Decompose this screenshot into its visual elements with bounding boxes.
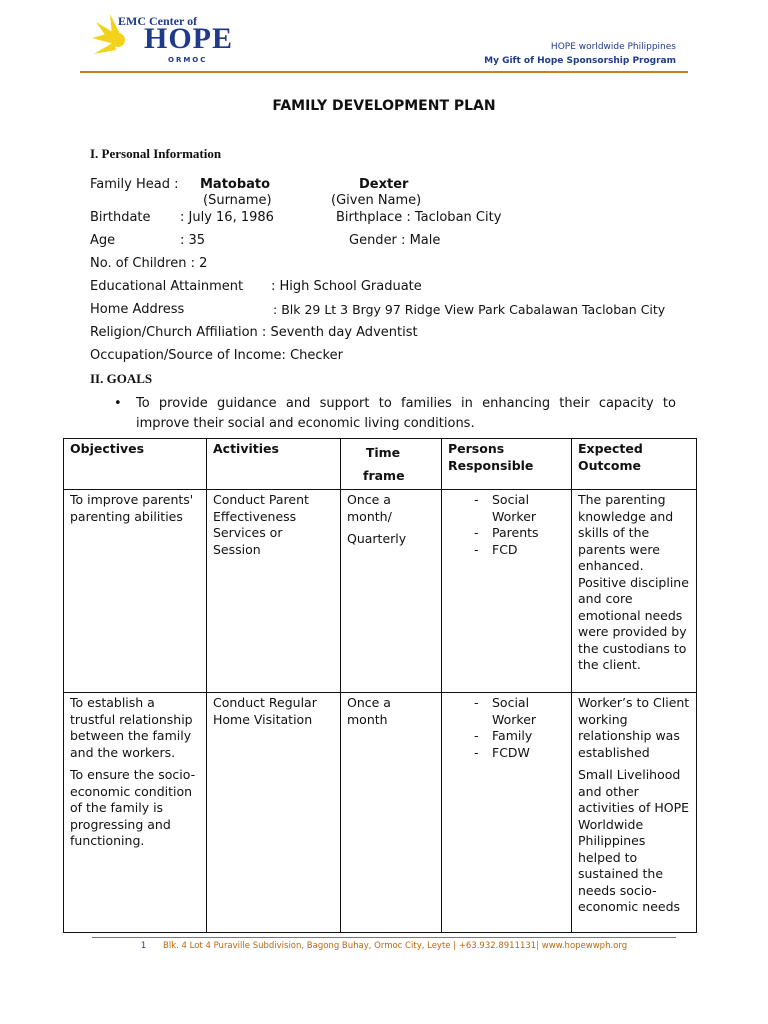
- outcome-cell: The parenting knowledge and skills of the parents were enhanced. Positive discipline and core emotional needs were provided by the custodians to the client.: [572, 490, 697, 693]
- occupation-field: Occupation/Source of Income: Checker: [90, 348, 343, 363]
- goals-heading: II. GOALS: [90, 371, 153, 386]
- gender-field: Gender : Male: [349, 233, 441, 248]
- header-org-info: [484, 40, 676, 68]
- list-item: - Family: [448, 728, 565, 745]
- persons-cell: [442, 490, 572, 693]
- page-number: 1: [140, 941, 147, 951]
- family-head-label: Family Head :: [90, 177, 179, 192]
- col-persons: Persons Responsible: [442, 439, 572, 490]
- given-name-value: Dexter: [359, 177, 409, 192]
- col-activities: Activities: [207, 439, 341, 490]
- education-label: Educational Attainment: [90, 279, 244, 294]
- personal-info-heading: I. Personal Information: [90, 146, 222, 161]
- outcome-cell: Worker’s to Client working relationship was established Small Livelihood and other activities of HOPE Worldwide Philippines helped to sustained the needs socio-economic needs: [572, 693, 697, 933]
- table-header-row: [64, 439, 697, 490]
- program-name: My Gift of Hope Sponsorship Program: [484, 56, 676, 66]
- activity-cell: Conduct Regular Home Visitation: [207, 693, 341, 933]
- col-time-frame: Time frame: [341, 439, 442, 490]
- logo-location: ORMOC: [168, 56, 208, 64]
- col-objectives: Objectives: [64, 439, 207, 490]
- list-item: - FCDW: [448, 745, 565, 762]
- org-name: HOPE worldwide Philippines: [550, 42, 676, 52]
- address-value: : Blk 29 Lt 3 Brgy 97 Ridge View Park Cabalawan Tacloban City: [273, 302, 666, 317]
- activity-cell: Conduct Parent Effectiveness Services or Session: [207, 490, 341, 693]
- header-divider: [80, 71, 688, 73]
- timeframe-cell: Once a month: [341, 693, 442, 933]
- persons-cell: [442, 693, 572, 933]
- footer-divider: [92, 937, 676, 938]
- education-value: : High School Graduate: [271, 279, 422, 294]
- age-value: : 35: [180, 233, 206, 248]
- goal-text: To provide guidance and support to families in enhancing their capacity to improve their social and economic living conditions.: [136, 396, 676, 431]
- birthdate-value: : July 16, 1986: [180, 210, 274, 225]
- list-item: - Parents: [448, 525, 565, 542]
- organization-logo: [84, 10, 234, 70]
- list-item: - Social Worker: [448, 492, 542, 525]
- children-field: No. of Children : 2: [90, 256, 208, 271]
- list-item: - FCD: [448, 542, 565, 559]
- goal-item: [114, 394, 676, 434]
- plan-table: [63, 438, 697, 933]
- table-row: [64, 693, 697, 933]
- religion-field: Religion/Church Affiliation : Seventh day Adventist: [90, 325, 418, 340]
- given-name-caption: (Given Name): [331, 193, 422, 208]
- footer-contact: Blk. 4 Lot 4 Puraville Subdivision, Bagong Buhay, Ormoc City, Leyte | +63.932.8911131| www.hopewwph.org: [163, 941, 628, 951]
- list-item: - Social Worker: [448, 695, 542, 728]
- surname-caption: (Surname): [203, 193, 272, 208]
- logo-hope: HOPE: [144, 22, 234, 55]
- page-footer: [0, 941, 768, 951]
- surname-value: Matobato: [200, 177, 271, 192]
- age-label: Age: [90, 233, 116, 248]
- timeframe-cell: Once a month/ Quarterly: [341, 490, 442, 693]
- objective-cell: To improve parents' parenting abilities: [64, 490, 207, 693]
- logo-line1: EMC Center of: [118, 14, 198, 28]
- objective-cell: To establish a trustful relationship between the family and the workers. To ensure the socio-economic condition of the family is progressing and functioning.: [64, 693, 207, 933]
- birthplace-field: Birthplace : Tacloban City: [336, 210, 502, 225]
- birthdate-label: Birthdate: [90, 210, 151, 225]
- bullet-icon: •: [114, 396, 122, 411]
- table-row: [64, 490, 697, 693]
- col-outcome: Expected Outcome: [572, 439, 697, 490]
- address-label: Home Address: [90, 302, 185, 317]
- page-title: FAMILY DEVELOPMENT PLAN: [272, 98, 496, 114]
